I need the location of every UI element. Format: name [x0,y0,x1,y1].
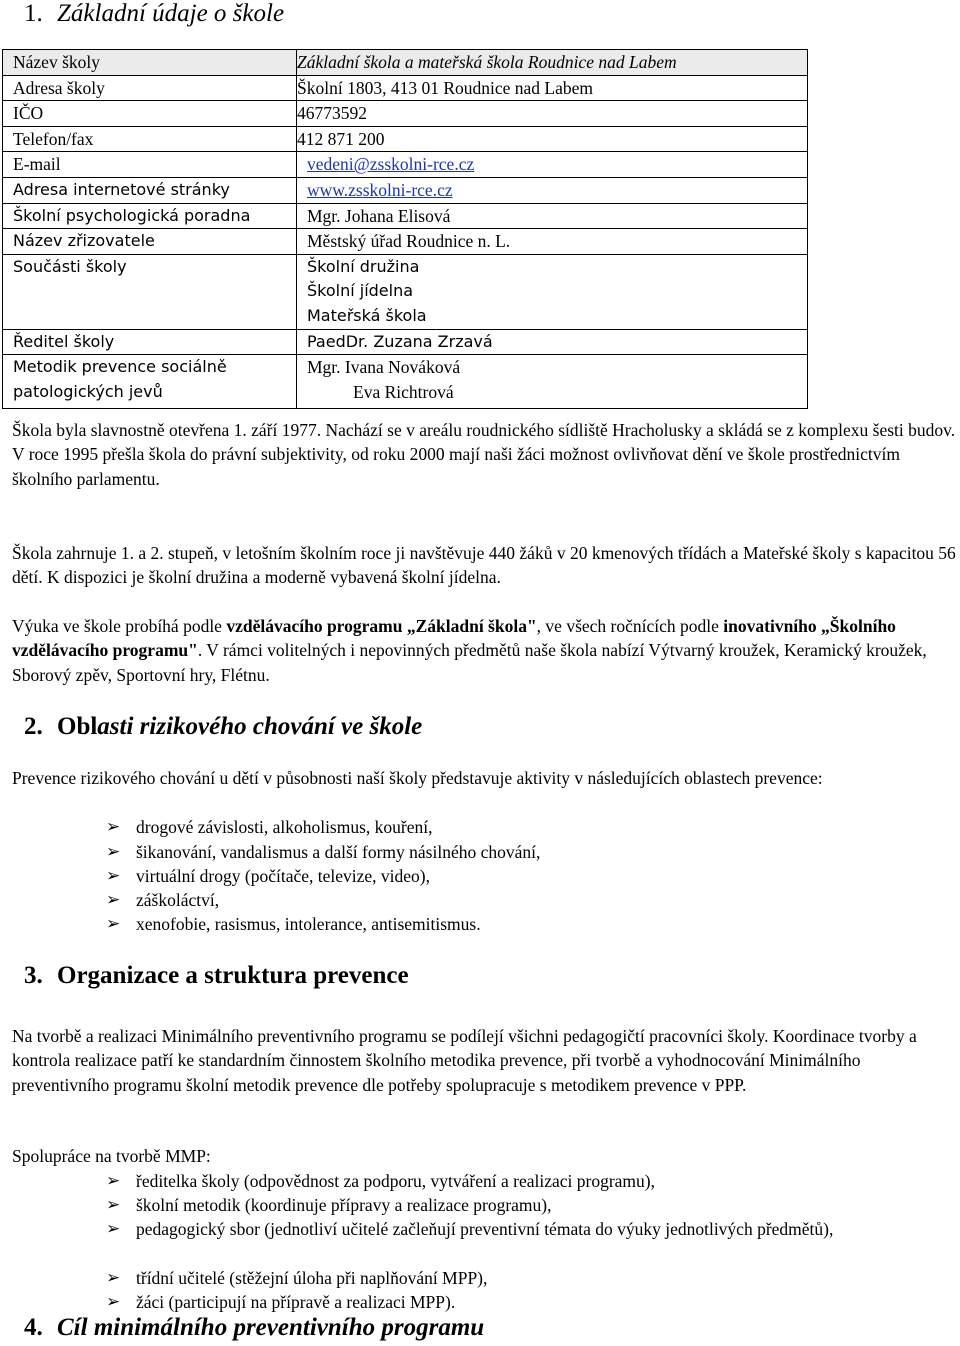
row-label: Telefon/fax [3,126,297,152]
table-row [3,203,808,229]
row-value: Eva Richtrová [353,381,454,402]
row-label: Název zřizovatele [3,229,297,255]
cooperation-heading: Spolupráce na tvorbě MMP: [12,1146,211,1166]
bullet-arrow-icon: ➢ [106,1219,121,1239]
table-row [3,152,808,178]
row-value: Městský úřad Roudnice n. L. [297,229,808,255]
table-row [3,229,808,255]
email-link[interactable]: vedeni@zsskolni-rce.cz [307,154,475,175]
row-label: Název školy [3,50,297,76]
row-label: patologických jevů [13,381,163,401]
row-value: Základní škola a mateřská škola Roudnice nad Labem [297,52,677,72]
row-label: Adresa internetové stránky [3,177,297,203]
bullet-arrow-icon: ➢ [106,1195,121,1215]
section-1-title: Základní údaje o škole [57,0,285,27]
section-4-number: 4. [24,1314,43,1341]
component-item: Školní družina [307,256,420,276]
section-3-paragraph: Na tvorbě a realizaci Minimálního preventivního programu se podílejí všichni pedagogičtí pracovníci školy. Koordinace tvorby a kontrola realizace patří ke standardním činnostem školního metodika prevence, při tvorbě a vyhodnocování Minimálního preventivního programu školní metodik prevence dle potřeby spolupracuje s metodikem prevence v PPP. [12,1026,917,1095]
row-value: Mgr. Johana Elisová [297,203,808,229]
bullet-arrow-icon: ➢ [106,1171,121,1191]
row-label: E-mail [3,152,297,178]
table-row [3,254,808,329]
section-4-heading [24,1314,484,1342]
section-2-intro: Prevence rizikového chování u dětí v působnosti naší školy představuje aktivity v následujících oblastech prevence: [12,768,823,788]
bullet-arrow-icon: ➢ [106,914,121,934]
section-2-title-italic: asti rizikového chování ve škole [97,713,423,740]
row-value: PaedDr. Zuzana Zrzavá [297,329,808,355]
table-row [3,126,808,152]
bullet-arrow-icon: ➢ [106,890,121,910]
row-value: 46773592 [297,101,808,127]
bullet-arrow-icon: ➢ [106,866,121,886]
row-label: IČO [3,101,297,127]
row-label: Ředitel školy [3,329,297,355]
table-row [3,50,808,76]
section-2-number: 2. [24,713,43,740]
section-1-number: 1. [24,0,43,27]
intro-paragraph-1: Škola byla slavnostně otevřena 1. září 1977. Nachází se v areálu roudnického sídliště Hracholusky a skládá se z komplexu šesti budov. V roce 1995 přešla škola do právní subjektivity, od roku 2000 mají naši žáci možnost ovlivňovat dění ve škole prostřednictvím školního parlamentu. [12,420,956,489]
bullet-arrow-icon: ➢ [106,817,121,837]
table-row [3,75,808,101]
section-3-title: Organizace a struktura prevence [57,962,409,989]
table-row [3,355,808,409]
row-label: Metodik prevence sociálně [13,357,227,377]
section-2-title-plain: Obl [57,713,98,740]
table-row [3,329,808,355]
row-value: Mgr. Ivana Nováková [307,357,461,378]
bullet-arrow-icon: ➢ [106,1268,121,1288]
row-value: 412 871 200 [297,126,808,152]
bullet-arrow-icon: ➢ [106,842,121,862]
row-label: Součásti školy [3,254,297,329]
section-3-heading [24,962,409,990]
school-info-table [2,49,808,409]
section-1-heading [24,0,284,28]
bullet-arrow-icon: ➢ [106,1292,121,1312]
row-label: Školní psychologická poradna [3,203,297,229]
row-label: Adresa školy [3,75,297,101]
section-4-title: Cíl minimálního preventivního programu [57,1314,485,1341]
table-row [3,101,808,127]
intro-paragraph-3: Výuka ve škole probíhá podle vzdělávacího programu „Základní škola", ve všech ročnících podle inovativního „Školního vzdělávacího programu". V rámci volitelných i nepovinných předmětů naše škola nabízí Výtvarný kroužek, Keramický kroužek, Sborový zpěv, Sportovní hry, Flétnu. [12,616,927,685]
section-2-heading [24,713,422,741]
row-value: Školní 1803, 413 01 Roudnice nad Labem [297,75,808,101]
section-3-number: 3. [24,962,43,989]
intro-paragraph-2: Škola zahrnuje 1. a 2. stupeň, v letošním školním roce ji navštěvuje 440 žáků v 20 kmenových třídách a Mateřské školy s kapacitou 56 dětí. K dispozici je školní družina a moderně vybavená školní jídelna. [12,543,956,588]
component-item: Mateřská škola [307,305,427,325]
table-row [3,177,808,203]
website-link[interactable]: www.zsskolni-rce.cz [307,179,453,200]
component-item: Školní jídelna [307,281,414,301]
